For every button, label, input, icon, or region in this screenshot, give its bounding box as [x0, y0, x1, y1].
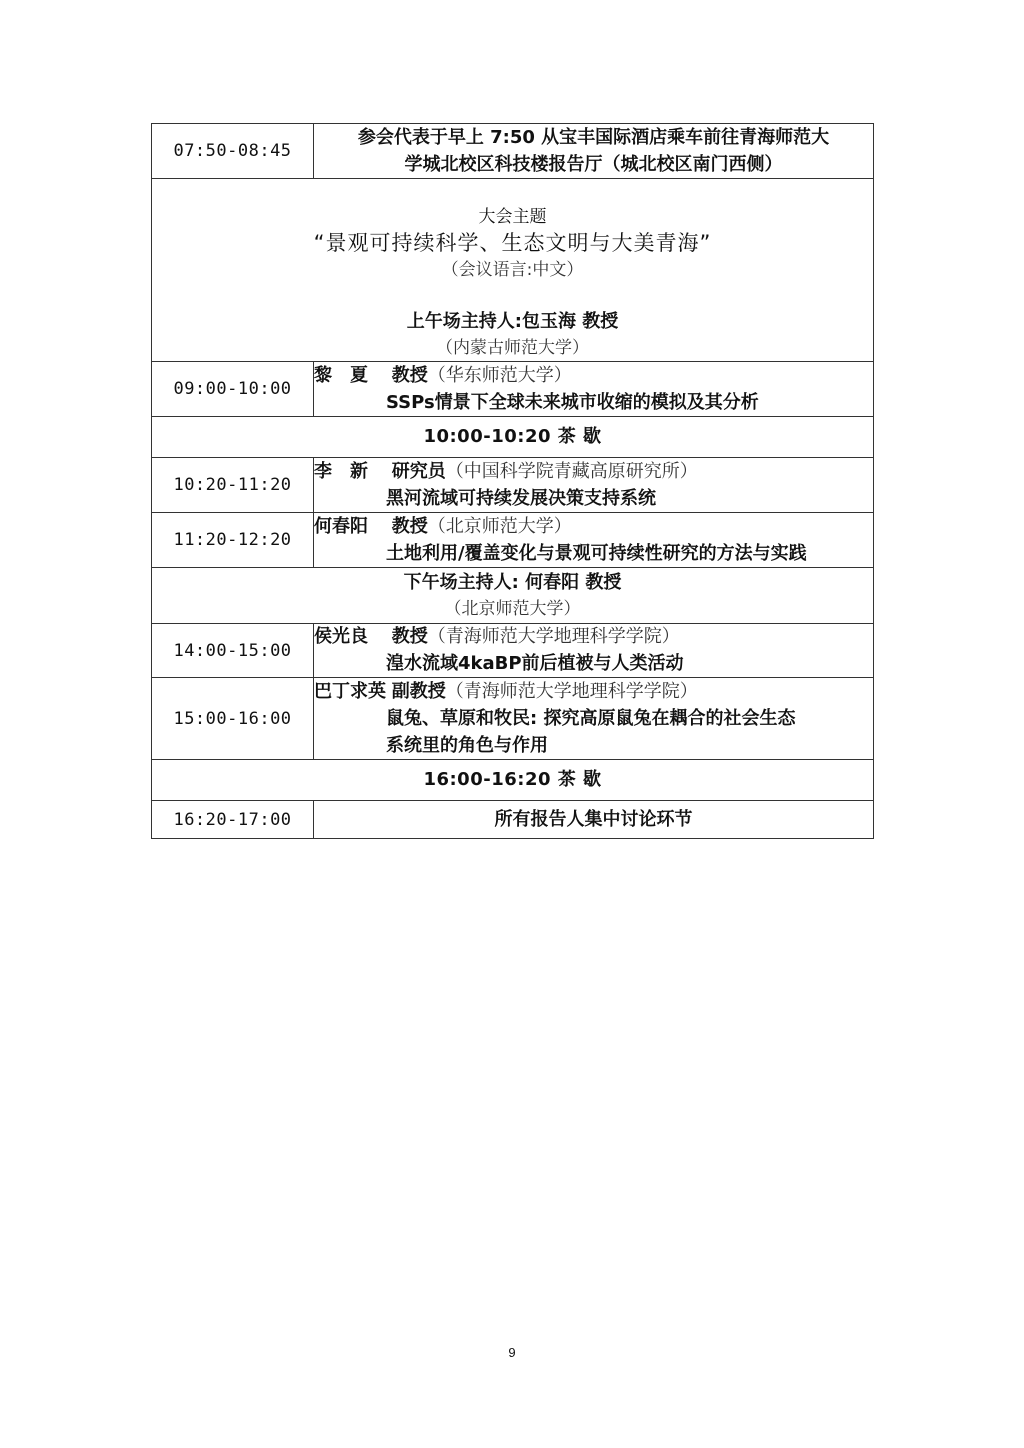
transit-line-2: 学城北校区科技楼报告厅（城北校区南门西侧）: [404, 154, 783, 175]
talk-title: 土地利用/覆盖变化与景观可持续性研究的方法与实践: [386, 542, 807, 564]
speaker-title: 副教授: [391, 680, 446, 702]
talk-cell: [314, 624, 874, 678]
speaker-line: [314, 679, 873, 705]
talk-cell: [314, 362, 874, 417]
speaker-line: [314, 624, 873, 650]
speaker-affiliation: （青海师范大学地理科学学院）: [445, 680, 698, 702]
schedule-table: [151, 123, 874, 839]
transit-line-1: 参会代表于早上 7:50 从宝丰国际酒店乘车前往青海师范大: [357, 127, 830, 148]
break-cell: [152, 417, 874, 458]
time-cell: 11:20-12:20: [152, 513, 314, 568]
time-cell: 10:20-11:20: [152, 458, 314, 513]
time-cell: 15:00-16:00: [152, 678, 314, 760]
discussion-cell: 所有报告人集中讨论环节: [314, 801, 874, 839]
talk-row: [152, 624, 874, 678]
discussion-row: [152, 801, 874, 839]
talk-row: [152, 458, 874, 513]
talk-cell: [314, 678, 874, 760]
time-cell: 16:20-17:00: [152, 801, 314, 839]
speaker-name: 何春阳: [314, 515, 368, 537]
language-note: （会议语言:中文）: [441, 260, 584, 280]
talk-cell: [314, 458, 874, 513]
afternoon-host: 下午场主持人: 何春阳 教授: [403, 571, 622, 593]
break-cell: [152, 760, 874, 801]
talk-title: SSPs情景下全球未来城市收缩的模拟及其分析: [386, 391, 759, 413]
afternoon-host-affiliation: （北京师范大学）: [444, 598, 581, 619]
time-cell: 09:00-10:00: [152, 362, 314, 417]
page-number: 9: [508, 1345, 516, 1360]
speaker-name: 黎 夏: [314, 364, 368, 386]
transit-row: [152, 124, 874, 179]
morning-host-affiliation: （内蒙古师范大学）: [436, 338, 589, 358]
time-cell: 07:50-08:45: [152, 124, 314, 179]
break-row: [152, 417, 874, 458]
break-text: 16:00-16:20 茶 歇: [423, 769, 602, 790]
speaker-affiliation: （青海师范大学地理科学学院）: [427, 626, 680, 647]
theme-block: [152, 179, 873, 361]
speaker-title: 教授: [391, 515, 428, 537]
speaker-title: 教授: [391, 626, 428, 647]
speaker-affiliation: （中国科学院青藏高原研究所）: [445, 460, 698, 482]
speaker-title: 研究员: [391, 460, 446, 482]
talk-row: [152, 678, 874, 760]
transit-cell: [314, 124, 874, 179]
talk-title-line-2: 系统里的角色与作用: [386, 734, 548, 756]
theme-label: 大会主题: [478, 207, 547, 227]
spacer: [152, 283, 873, 309]
theme-title: “景观可持续科学、生态文明与大美青海”: [313, 231, 712, 255]
speaker-line: [314, 459, 873, 485]
time-cell: 14:00-15:00: [152, 624, 314, 678]
speaker-affiliation: （北京师范大学）: [427, 515, 572, 537]
speaker-line: [314, 363, 873, 389]
break-row: [152, 760, 874, 801]
talk-title: 湟水流域4kaBP前后植被与人类活动: [386, 653, 684, 674]
speaker-name: 侯光良: [314, 626, 368, 647]
talk-cell: [314, 513, 874, 568]
speaker-affiliation: （华东师范大学）: [427, 364, 572, 386]
speaker-name: 巴丁求英: [314, 680, 386, 702]
break-text: 10:00-10:20 茶 歇: [423, 426, 602, 447]
speaker-title: 教授: [391, 364, 428, 386]
theme-row: [152, 179, 874, 362]
theme-cell: [152, 179, 874, 362]
talk-title: 黑河流域可持续发展决策支持系统: [386, 487, 656, 509]
speaker-name: 李 新: [314, 460, 368, 482]
speaker-line: [314, 514, 873, 540]
talk-row: [152, 513, 874, 568]
afternoon-host-row: [152, 568, 874, 624]
talk-title-line-1: 鼠兔、草原和牧民: 探究高原鼠兔在耦合的社会生态: [386, 707, 796, 729]
afternoon-host-cell: [152, 568, 874, 624]
morning-host: 上午场主持人:包玉海 教授: [406, 311, 619, 332]
talk-row: [152, 362, 874, 417]
